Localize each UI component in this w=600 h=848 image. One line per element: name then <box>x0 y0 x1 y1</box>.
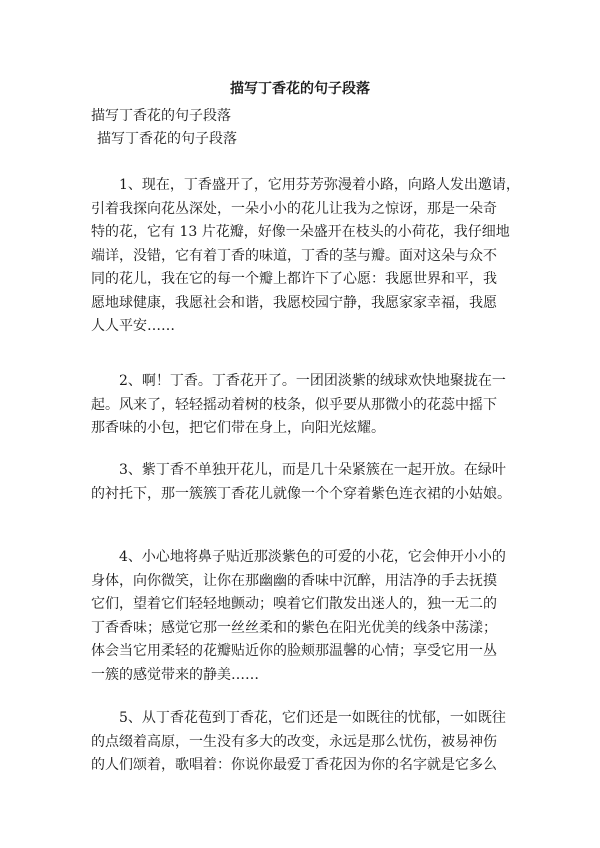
paragraph-line: 的衬托下，那一簇簇丁香花儿就像一个个穿着紫色连衣裙的小姑娘。 <box>91 485 511 502</box>
document-title: 描写丁香花的句子段落 <box>230 81 370 97</box>
paragraph-line: 引着我探向花丛深处，一朵小小的花儿让我为之惊讶，那是一朵奇 <box>91 200 497 217</box>
paragraph-line: 那香味的小包，把它们带在身上，向阳光炫耀。 <box>91 420 385 436</box>
paragraph-2 <box>91 370 511 441</box>
paragraph-line: 丁香香味；感觉它那一丝丝柔和的紫色在阳光优美的线条中荡漾； <box>91 619 497 636</box>
paragraph-line: 一簇的感觉带来的静美…… <box>91 666 259 683</box>
paragraph-line: 1、现在，丁香盛开了，它用芬芳弥漫着小路，向路人发出邀请， <box>91 177 520 193</box>
paragraph-line: 起。风来了，轻轻摇动着树的枝条，似乎要从那微小的花蕊中摇下 <box>91 396 497 413</box>
paragraph-line: 体会当它用柔轻的花瓣贴近你的脸颊那温馨的心情；享受它用一丛 <box>91 643 497 659</box>
paragraph-line: 的点缀着高原，一生没有多大的改变，永远是那么忧伤，被易神伤 <box>91 733 497 750</box>
paragraph-line: 它们，望着它们轻轻地颤动；嗅着它们散发出迷人的，独一无二的 <box>91 596 497 612</box>
paragraph-line: 5、从丁香花苞到丁香花，它们还是一如既往的忧郁，一如既往 <box>91 710 506 726</box>
subtitle-line: 描写丁香花的句子段落 <box>97 131 237 147</box>
paragraph-line: 端详，没错，它有着丁香的味道，丁香的茎与瓣。面对这朵与众不 <box>91 247 497 264</box>
subtitle-line: 描写丁香花的句子段落 <box>91 108 231 124</box>
paragraph-line: 愿地球健康，我愿社会和谐，我愿校园宁静，我愿家家幸福，我愿 <box>91 294 497 311</box>
paragraph-4 <box>91 546 511 687</box>
paragraph-line: 4、小心地将鼻子贴近那淡紫色的可爱的小花，它会伸开小小的 <box>91 549 506 565</box>
paragraph-line: 2、啊！丁香。丁香花开了。一团团淡紫的绒球欢快地聚拢在一 <box>91 373 506 389</box>
paragraph-line: 身体，向你微笑，让你在那幽幽的香味中沉醉，用洁净的手去抚摸 <box>91 572 497 589</box>
paragraph-line: 人人平安…… <box>91 318 175 334</box>
paragraph-5 <box>91 707 511 778</box>
paragraph-line: 同的花儿，我在它的每一个瓣上都许下了心愿：我愿世界和平，我 <box>91 271 497 287</box>
paragraph-line: 3、紫丁香不单独开花儿，而是几十朵紧簇在一起开放。在绿叶 <box>91 462 506 478</box>
paragraph-1 <box>91 174 520 339</box>
paragraph-line: 的人们颂着，歌唱着：你说你最爱丁香花因为你的名字就是它多么 <box>91 757 497 773</box>
paragraph-line: 特的花，它有 13 片花瓣，好像一朵盛开在枝头的小荷花，我仔细地 <box>91 224 510 240</box>
paragraph-3 <box>91 459 511 506</box>
